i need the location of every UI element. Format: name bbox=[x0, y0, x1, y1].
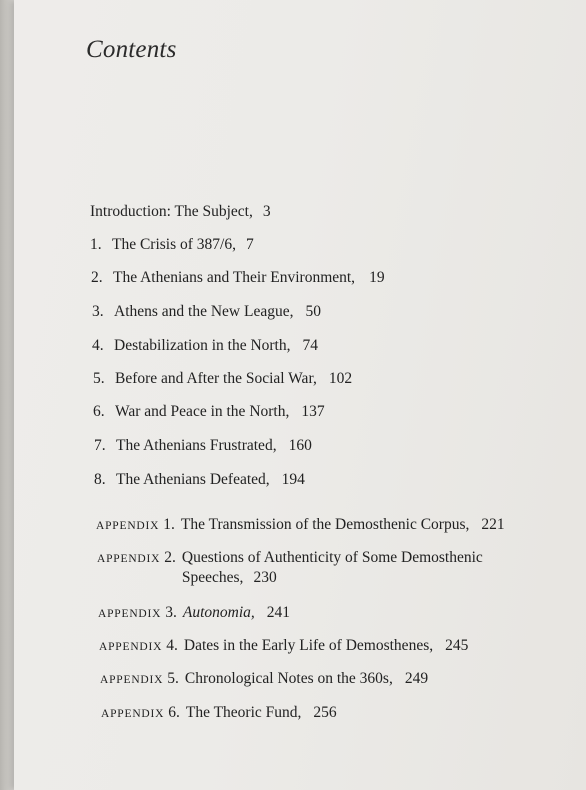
appendix-page: 245 bbox=[445, 637, 469, 654]
appendix-number: 4. bbox=[166, 637, 178, 654]
toc-intro-page: 3 bbox=[262, 203, 271, 220]
appendix-title-continued bbox=[182, 568, 483, 588]
chapter-title: The Athenians and Their Environment, bbox=[113, 269, 356, 286]
chapter-title: The Athenians Defeated, bbox=[116, 471, 270, 488]
toc-appendix bbox=[98, 603, 290, 624]
chapter-page: 50 bbox=[305, 303, 321, 320]
toc-chapter bbox=[93, 402, 325, 422]
page-title: Contents bbox=[86, 36, 177, 63]
appendix-title: Dates in the Early Life of Demosthenes, bbox=[183, 637, 434, 654]
chapter-page: 102 bbox=[328, 370, 353, 387]
toc-appendix bbox=[97, 548, 483, 588]
chapter-number: 2. bbox=[91, 269, 103, 286]
chapter-page: 19 bbox=[369, 269, 385, 286]
chapter-page: 74 bbox=[302, 337, 318, 354]
chapter-number: 8. bbox=[94, 471, 106, 488]
toc-intro-label: Introduction: The Subject, bbox=[90, 203, 253, 220]
chapter-page: 160 bbox=[288, 437, 312, 454]
appendix-page: 256 bbox=[313, 704, 337, 721]
appendix-title: The Theoric Fund, bbox=[185, 704, 302, 721]
chapter-number: 7. bbox=[94, 437, 106, 454]
chapter-number: 1. bbox=[90, 236, 102, 253]
appendix-title: Questions of Authenticity of Some Demosthenic bbox=[181, 549, 483, 566]
appendix-label: APPENDIX bbox=[101, 708, 165, 720]
toc-chapter bbox=[94, 470, 305, 490]
appendix-number: 2. bbox=[164, 549, 176, 566]
appendix-label: APPENDIX bbox=[99, 641, 163, 653]
chapter-title: The Athenians Frustrated, bbox=[116, 437, 277, 454]
chapter-title: Destabilization in the North, bbox=[114, 337, 291, 354]
appendix-title: Chronological Notes on the 360s, bbox=[184, 670, 393, 687]
appendix-label: APPENDIX bbox=[98, 608, 162, 620]
appendix-number: 1. bbox=[163, 516, 175, 533]
toc-chapter bbox=[94, 436, 312, 456]
chapter-title: War and Peace in the North, bbox=[115, 403, 290, 420]
appendix-page: 241 bbox=[266, 604, 291, 621]
toc-chapter bbox=[92, 302, 321, 322]
chapter-title: Before and After the Social War, bbox=[115, 370, 317, 387]
appendix-page: 221 bbox=[481, 516, 505, 533]
appendix-label: APPENDIX bbox=[100, 674, 164, 686]
toc-chapter bbox=[91, 268, 385, 288]
chapter-title: Athens and the New League, bbox=[114, 303, 294, 320]
appendix-label: APPENDIX bbox=[97, 553, 161, 565]
book-page bbox=[14, 0, 586, 790]
chapter-number: 5. bbox=[93, 370, 105, 387]
toc-appendix bbox=[99, 636, 468, 657]
chapter-title: The Crisis of 387/6, bbox=[112, 236, 236, 253]
appendix-number: 5. bbox=[167, 670, 179, 687]
toc-intro bbox=[90, 202, 271, 222]
chapter-number: 6. bbox=[93, 403, 105, 420]
appendix-page: 230 bbox=[253, 569, 277, 586]
chapter-number: 4. bbox=[92, 337, 104, 354]
chapter-page: 137 bbox=[301, 403, 325, 420]
appendix-title-line2: Speeches, bbox=[181, 569, 244, 586]
appendix-number: 6. bbox=[168, 704, 180, 721]
appendix-number: 3. bbox=[165, 604, 177, 621]
chapter-page: 194 bbox=[281, 471, 305, 488]
chapter-number: 3. bbox=[92, 303, 104, 320]
toc-appendix bbox=[100, 669, 428, 690]
appendix-page: 249 bbox=[404, 670, 429, 687]
appendix-title-block bbox=[182, 548, 483, 588]
book-gutter-edge bbox=[0, 0, 14, 790]
toc-chapter bbox=[93, 369, 352, 389]
toc-chapter bbox=[92, 336, 318, 356]
appendix-label: APPENDIX bbox=[96, 520, 160, 532]
toc-appendix bbox=[101, 703, 337, 724]
toc-appendix bbox=[96, 515, 505, 536]
appendix-title: The Transmission of the Demosthenic Corpus, bbox=[180, 516, 470, 533]
appendix-title: Autonomia, bbox=[182, 604, 255, 621]
toc-chapter bbox=[90, 235, 254, 255]
chapter-page: 7 bbox=[246, 236, 254, 253]
